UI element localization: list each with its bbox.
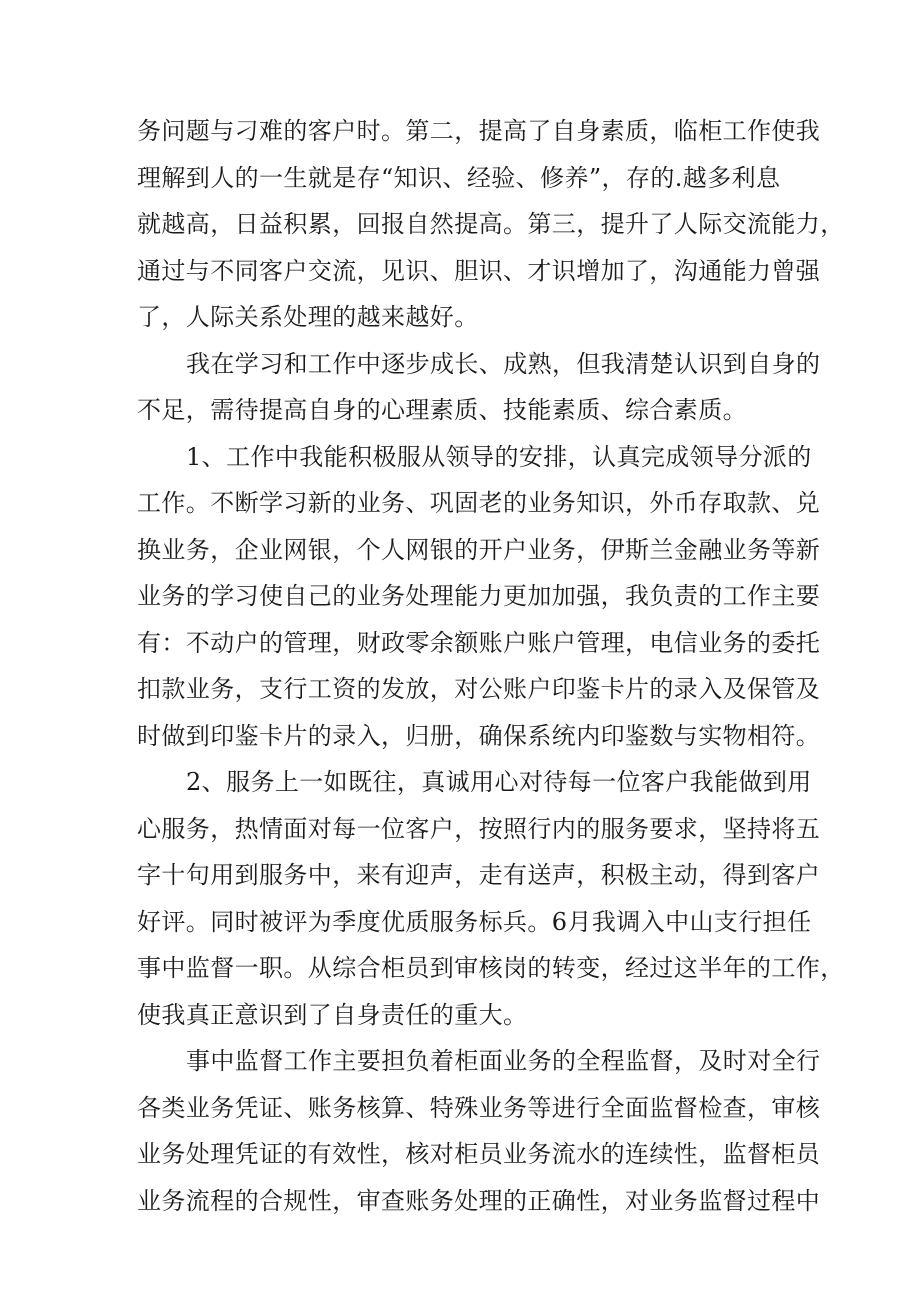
text-line: 事中监督工作主要担负着柜面业务的全程监督，及时对全行: [186, 1047, 821, 1075]
paragraph-1: [137, 108, 845, 341]
text-line: 使我真正意识到了自身责任的重大。: [137, 1000, 528, 1029]
paragraph-2: [137, 341, 821, 434]
text-line: 不足，需待提高自身的心理素质、技能素质、综合素质。: [137, 396, 747, 424]
text-line: 工作。不断学习新的业务、巩固老的业务知识，外币存取款、兑: [137, 489, 821, 517]
text-line: 字十句用到服务中，来有迎声，走有送声，积极主动，得到客户: [137, 861, 821, 889]
text-line: 好评。同时被评为季度优质服务标兵。6月我调入中山支行担任: [137, 907, 812, 936]
text-line: 就越高，日益积累，回报自然提高。第三，提升了人际交流能力，: [137, 210, 845, 238]
text-line: 有：不动户的管理，财政零余额账户账户管理，电信业务的委托: [137, 628, 821, 657]
text-line: 了，人际关系处理的越来越好。: [137, 303, 479, 331]
paragraph-4: [137, 759, 845, 1038]
paragraph-3: [137, 434, 821, 760]
text-line: 业务处理凭证的有效性，核对柜员业务流水的连续性，监督柜员: [137, 1140, 821, 1168]
text-line: 2、服务上一如既往，真诚用心对待每一位客户我能做到用: [186, 768, 812, 796]
text-line: 时做到印鉴卡片的录入，归册，确保系统内印鉴数与实物相符。: [137, 721, 821, 750]
text-line: 业务流程的合规性，审查账务处理的正确性，对业务监督过程中: [137, 1186, 821, 1215]
text-line: 业务的学习使自己的业务处理能力更加加强，我负责的工作主要: [137, 582, 821, 610]
paragraph-5: [137, 1038, 821, 1224]
text-line: 理解到人的一生就是存“知识、经验、修养”，存的.越多利息: [137, 163, 781, 192]
text-line: 我在学习和工作中逐步成长、成熟，但我清楚认识到自身的: [186, 349, 821, 378]
text-line: 通过与不同客户交流，见识、胆识、才识增加了，沟通能力曾强: [137, 256, 821, 285]
text-line: 1、工作中我能积极服从领导的安排，认真完成领导分派的: [186, 442, 812, 471]
text-line: 各类业务凭证、账务核算、特殊业务等进行全面监督检查，审核: [137, 1093, 821, 1122]
document-body: [137, 108, 845, 1224]
text-line: 心服务，热情面对每一位客户，按照行内的服务要求，坚持将五: [137, 814, 821, 843]
text-line: 扣款业务，支行工资的发放，对公账户印鉴卡片的录入及保管及: [137, 675, 821, 703]
text-line: 换业务，企业网银，个人网银的开户业务，伊斯兰金融业务等新: [137, 535, 821, 564]
text-line: 务问题与刁难的客户时。第二，提高了自身素质，临柜工作使我: [137, 117, 821, 145]
text-line: 事中监督一职。从综合柜员到审核岗的转变，经过这半年的工作，: [137, 954, 845, 982]
